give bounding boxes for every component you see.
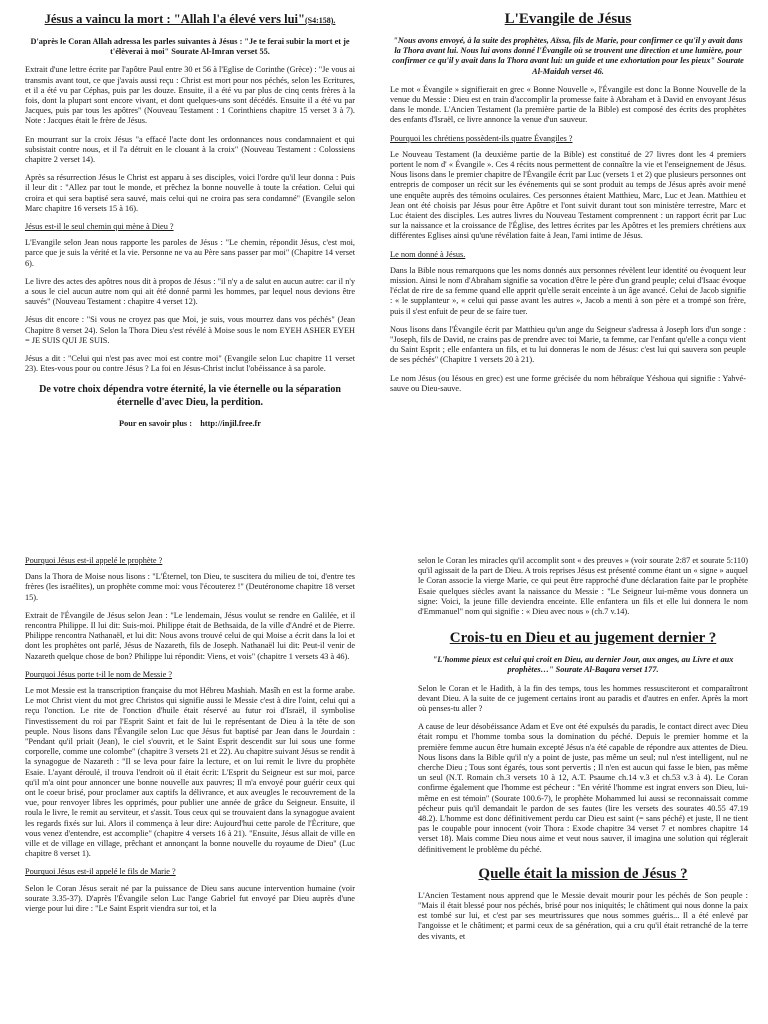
paragraph: Jésus a dit : "Celui qui n'est pas avec moi est contre moi" (Evangile selon Luc chapitre 11 verset 23). Etes-vous pour ou contre Jésus ? La foi en Jésus-Christ inclut l'obéissance à sa parole. [25, 354, 355, 374]
subheading: Pourquoi Jésus est-il appelé le fils de Marie ? [25, 867, 176, 877]
column-bottom-right [418, 556, 748, 950]
callout-eternity: De votre choix dépendra votre éternité, la vie éternelle ou la séparation éternelle d'avec Dieu, la perdition. [39, 384, 341, 408]
paragraph: Dans la Thora de Moise nous lisons : "L'Éternel, ton Dieu, te suscitera du milieu de toi, d'entre tes frères (les israélites), un prophète comme moi: vous l'écouterez !" (Deutéronome chapitre 18 verset 15). [25, 572, 355, 602]
paragraph: Le nom Jésus (ou Iésous en grec) est une forme grécisée du nom hébraïque Yéshoua qui signifie : Yahvé-sauve ou Dieu-sauve. [390, 373, 746, 393]
section-title-gospel: L'Evangile de Jésus [504, 11, 632, 27]
subheading: Pourquoi les chrétiens possèdent-ils quatre Évangiles ? [390, 133, 573, 143]
subheading: Le nom donné à Jésus. [390, 249, 466, 259]
paragraph: Jésus dit encore : "Si vous ne croyez pas que Moi, je suis, vous mourrez dans vos péchés" (Jean Chapitre 8 verset 24). Selon la Thora Dieu s'est révélé à Moise sous le nom EYEH ASHER EYEH = JE SUIS QUI JE SUIS. [25, 315, 355, 345]
more-info [25, 419, 355, 429]
paragraph: selon le Coran les miracles qu'il accomplit sont « des preuves » (voir sourate 2:87 et sourate 5:110) qu'il agissait de la part de Dieu. A trois reprises Jésus est présenté comme étant un « signe » auquel le Coran associe la vierge Marie, ce qui peut être rapproché d'une déclaration faite par le prophète Esaie quelques siècles avant la naissance du Messie : "Le Seigneur lui-même vous donnera un signe: Voici, la jeune fille deviendra enceinte. Elle enfantera un fils et elle lui donnera le nom d'Emmanuel" nom qui signifie : « Dieu avec nous » (ch.7 v.14). [418, 556, 748, 617]
paragraph: Extrait de l'Évangile de Jésus selon Jean : "Le lendemain, Jésus voulut se rendre en Galilée, et il rencontra Philippe. Il lui dit: Suis-moi. Philippe était de Bethsaida, de la ville d'André et de Pierre. Philippe rencontra Nathanaël, et lui dit: Nous avons trouvé celui de qui Moise a écrit dans la loi et dont les prophètes ont parlé, Jésus de Nazareth, fils de Joseph. Nathanaël lui dit: Peut-il venir de Nazareth quelque chose de bon? Philippe lui répondit: Viens, et vois" (chapitre 1 versets 43 à 46). [25, 610, 355, 661]
paragraph: Le Nouveau Testament (la deuxième partie de la Bible) est constitué de 27 livres dont les 4 premiers portent le nom d' « Évangile ». Ces 4 récits nous permettent de connaître la vie et l'enseignement de Jésus. Nous lisons dans le premier chapitre de l'Évangile écrit par Luc (versets 1 et 2) que plusieurs personnes ont entrepris de composer un récit sur les événements qui se sont produit au temps de Jésus après avoir mené une enquête auprès des témoins oculaires. Ces personnes étaient Matthieu, Marc, Luc et Jean. Matthieu et Jean ont été choisis par Jésus pour être Apôtre et l'ont suivit durant tout son ministère terrestre, Marc et Luc étaient des disciples. Les autres livres du Nouveau Testament comprennent : un rapport écrit par Luc sur la naissance et la croissance de l'Église, des lettres écrites par les Apôtres et les premiers chrétiens aux différentes Eglises ainsi qu'une révélation faite à Jean, l'ami intime de Jésus. [390, 149, 746, 241]
subheading: Pourquoi Jésus porte t-il le nom de Messie ? [25, 669, 173, 679]
column-bottom-left [25, 556, 355, 922]
column-top-right [390, 10, 746, 402]
paragraph: Le mot « Évangile » signifierait en grec « Bonne Nouvelle », l'Évangile est donc la Bonne Nouvelle de la venue du Messie : Dieu est en train d'accomplir la promesse faite à Abraham et à David en envoyant Jésus dans le monde. L'Ancien Testament (la première partie de la Bible) est composé des écrits des prophètes des enfants d'Israël, ce livre annonce la venue d'un sauveur. [390, 84, 746, 125]
intro-quote: "Nous avons envoyé, à la suite des prophètes, Aïssa, fils de Marie, pour confirmer ce qu'il y avait dans la Thora avant lui. Nous lui avons donné l'Évangile où se trouvent une direction et une lumière, pour confirmer ce qu'il y avait dans la Thora avant lui: un guide et une exhortation pour les pieux" Sourate Al-Maidah verset 46. [392, 36, 744, 76]
paragraph: Nous lisons dans l'Évangile écrit par Matthieu qu'un ange du Seigneur s'adressa à Joseph lors d'un songe : "Joseph, fils de David, ne crains pas de prendre avec toi Marie, ta femme, car l'enfant qu'elle a conçu vient du Saint Esprit ; elle enfantera un fils, et tu lui donneras le nom de Jésus: c'est lui qui sauvera son peuple de ses péchés" (Chapitre 1 versets 20 à 21). [390, 324, 746, 365]
subheading: Pourquoi Jésus est-il appelé le prophète ? [25, 556, 163, 565]
paragraph: Le livre des actes des apôtres nous dit à propos de Jésus : "il n'y a de salut en aucun autre: car il n'y a sous le ciel aucun autre nom qui ait été donné parmi les hommes, par lequel nous devions être sauvés" (Nouveau Testament : chapitre 4 verset 12). [25, 276, 355, 307]
paragraph: En mourrant sur la croix Jésus "a effacé l'acte dont les ordonnances nous condamnaient et qui subsistait contre nous, et il l'a détruit en le clouant à la croix" (Nouveau Testament : Colossiens chapitre 2 verset 14). [25, 134, 355, 165]
intro-quote: "L'homme pieux est celui qui croit en Dieu, au dernier Jour, aux anges, au Livre et aux prophètes…" Sourate Al-Baqara verset 177. [432, 655, 734, 675]
paragraph: Le mot Messie est la transcription française du mot Hébreu Mashiah. Masîh en est la forme arabe. Le mot Christ vient du mot grec Christos qui signifie aussi le Messie c'est à dire l'oint, celui qui a reçu l'onction. Le rite de l'onction d'huile était réservé au futur roi d'Israël, il symbolise l'investissement du roi par l'Esprit Saint et fait de lui le représentant de Dieu à la tête de son peuple. Nous lisons dans l'Évangile selon Luc que Jésus fut baptisé par Jean dans le Jourdain : "Pendant qu'il priait (Jean), le ciel s'ouvrit, et le Saint Esprit descendit sur lui sous une forme corporelle, comme une colombe" (chapitre 3 versets 21 et 22). Au chapitre suivant Jésus se rendit à la synagogue de Nazareth : "Il se leva pour faire la lecture, et on lui remit le livre du prophète Esaie. L'ayant déroulé, il trouva l'endroit où il était écrit: L'Esprit du Seigneur est sur moi, parce qu'il m'a oint pour annoncer une bonne nouvelle aux pauvres; Il m'a envoyé pour guérir ceux qui ont le coeur brisé, pour proclamer aux captifs la délivrance, et aux aveugles le recouvrement de la vue, pour renvoyer libres les opprimés, pour publier une année de grâce du Seigneur. Ensuite, il roula le livre, le remit au serviteur, et s'assit. Tous ceux qui se trouvaient dans la synagogue avaient les regards fixés sur lui. Alors il commença à leur dire: Aujourd'hui cette parole de l'Écriture, que vous venez d'entendre, est accomplie" (chapitre 4 versets 16 à 21). "Ensuite, Jésus allait de ville en ville et de village en village, prêchant et annonçant la bonne nouvelle du royaume de Dieu" (Luc chapitre 8 verset 1). [25, 686, 355, 859]
more-info-link[interactable]: http://injil.free.fr [200, 419, 261, 429]
paragraph: Extrait d'une lettre écrite par l'apôtre Paul entre 30 et 56 à l'Eglise de Corinthe (Grèce) : "Je vous ai transmis avant tout, ce que j'avais aussi reçu : Christ est mort pour nos péchés, selon les Ecritures, et il a été vu par Céphas, puis par les douze. Ensuite, il a été vu par plus de cinq cents frères à la fois, dont la plupart sont encore vivant, et dont quelques-uns sont décédés. Ensuite il a été vu par Jacques, puis par tous les apôtres" (Nouveau Testament : 1 Corinthiens chapitre 15 verset 3 à 7). Note : Jacques était le frère de Jésus. [25, 65, 355, 126]
column-top-left [25, 12, 355, 430]
section-title-victory: Jésus a vaincu la mort : "Allah l'a élevé vers lui"(S4:158). [44, 12, 336, 26]
section-title-mission: Quelle était la mission de Jésus ? [478, 865, 688, 882]
paragraph: Après sa résurrection Jésus le Christ est apparu à ses disciples, voici l'ordre qu'il leur donna : Puis il leur dit : "Allez par tout le monde, et prêchez la bonne nouvelle à toute la création. Celui qui croira et qui sera baptisé sera sauvé, mais celui qui ne croira pas sera condamné" (Evangile selon Marc chapitre 16 versets 15 à 16). [25, 173, 355, 213]
paragraph: L'Ancien Testament nous apprend que le Messie devait mourir pour les péchés de Son peuple : "Mais il était blessé pour nos péchés, brisé pour nos iniquités; le châtiment qui nous donne la paix est tombé sur lui, et c'est par ses meurtrissures que nous sommes guéris... Il a été enlevé par l'angoisse et le châtiment; et parmi ceux de sa génération, qui a cru qu'il était retranché de la terre des vivants, et [418, 890, 748, 941]
paragraph: Selon le Coran Jésus serait né par la puissance de Dieu sans aucune intervention humaine (voir sourate 3.35-37). D'après l'Évangile selon Luc l'ange Gabriel fut envoyé par Dieu auprès d'une vierge pour lui dire : "Le Saint Esprit viendra sur toi, et la [25, 883, 355, 914]
more-info-label: Pour en savoir plus : [119, 419, 192, 429]
section-title-judgement: Crois-tu en Dieu et au jugement dernier ? [449, 630, 717, 647]
subheading: Jésus est-il le seul chemin qui mène à Dieu ? [25, 222, 174, 232]
paragraph: A cause de leur désobéissance Adam et Eve ont été expulsés du paradis, le contact direct avec Dieu était rompu et l'homme tomba sous la domination du péché. Depuis le premier homme et la première femme aucun être humain excepté Jésus n'a été capable de répondre aux attentes de Dieu. Nous lisons dans la Bible qu'il n'y a point de juste, pas même un seul; nul n'est intelligent, nul ne cherche Dieu ; Tous sont égarés, tous sont pervertis ; Il n'en est aucun qui fasse le bien, pas même un seul (N.T. Romain ch.3 versets 10 à 12, A.T. Psaume ch.14 v.3 et ch.53 v.3 à 4). Le Coran confirme également que l'homme est pécheur : "En vérité l'homme est ingrat envers son Dieu, lui-même en est témoin" (Sourate 100.6-7), le prophète Mohammed lui aussi se reconnaissait comme pécheur puis qu'il demandait le pardon de ses fautes (lire les versets des sourates 40.55 47.19 48.2). L'homme est donc définitivement perdu car Dieu est saint (= sans péché) et juste, Il ne tient pas le coupable pour innocent (voir Thora : Exode chapitre 34 verset 7 et nombres chapitre 14 verset 18). Mais comme Dieu nous aime et veut nous sauver, il imagina une solution qui réglerait définitivement le problème du péché. [418, 722, 748, 854]
paragraph: Selon le Coran et le Hadith, à la fin des temps, tous les hommes ressusciteront et comparaîtront devant Dieu. A la suite de ce jugement certains iront au paradis et d'autres en enfer. Après la mort où penses-tu aller ? [418, 683, 748, 714]
paragraph: L'Evangile selon Jean nous rapporte les paroles de Jésus : "Le chemin, répondit Jésus, c'est moi, parce que je suis la vérité et la vie. Personne ne va au Père sans passer par moi" (Chapitre 14 verset 6). [25, 238, 355, 268]
intro-quote: D'après le Coran Allah adressa les parles suivantes à Jésus : "Je te ferai subir la mort et je t'élèverai à moi" Sourate Al-Imran verset 55. [30, 37, 350, 57]
paragraph: Dans la Bible nous remarquons que les noms donnés aux personnes révèlent leur identité ou évoquent leur mission. Ainsi le nom d'Abraham signifie sa vocation d'être le père d'un grand peuple; celui d'Isaac évoque l'éclat de rire de sa femme quand elle apprit qu'elle serait enceinte à un âge avancé. Celui de Jacob signifie : « le supplanteur », « celui qui passe avant les autres », Jacob a menti à son père et a trompé son frère, puis il s'est enfuit de peur de se faire tuer. [390, 265, 746, 316]
